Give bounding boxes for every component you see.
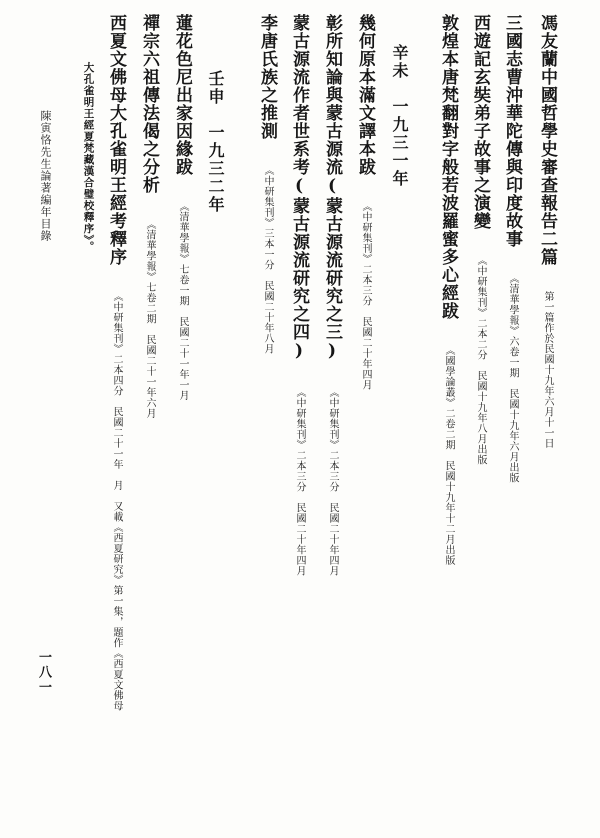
entry-note: 《清華學報》七卷二期 民國二十一年六月 [144, 219, 155, 419]
entry-note: 《清華學報》七卷一期 民國二十一年一月 [177, 201, 188, 401]
page-number: 一八一 [36, 650, 51, 695]
entry-1931-2 [323, 14, 340, 576]
entry-title: 蓮花色尼出家因緣跋 [172, 14, 192, 176]
entry-title: 李唐氏族之推測 [257, 14, 277, 140]
entry-1931-1 [356, 14, 373, 390]
entry-note: 《中研集刊》三本一分 民國二十年八月 [262, 165, 273, 354]
entry-title: 敦煌本唐梵翻對字般若波羅蜜多心經跋 [438, 14, 458, 320]
entry-note: 《中研集刊》二本三分 民國二十年四月 [360, 201, 371, 390]
entry-note: 《清華學報》六卷一期 民國十九年六月出版 [507, 273, 518, 483]
entry-title: 蒙古源流作者世系考(蒙古源流研究之四) [289, 14, 309, 362]
entry-title: 馮友蘭中國哲學史審查報告二篇 [537, 14, 557, 266]
entry-title: 彰所知論與蒙古源流(蒙古源流研究之三) [322, 14, 342, 362]
year-heading-1931: 辛未 一九三一年 [390, 44, 409, 188]
entry-note: 《中研集刊》二本三分 民國二十年四月 [327, 387, 338, 576]
entry-1931-3 [290, 14, 307, 576]
entry-1932-3 [107, 14, 124, 711]
entry-1932-2 [140, 14, 157, 419]
entry-title: 幾何原本滿文譯本跋 [355, 14, 375, 176]
entry-title: 西夏文佛母大孔雀明王經考釋序 [106, 14, 126, 266]
entry-1930-2 [503, 14, 520, 483]
entry-1932-1 [173, 14, 190, 401]
entry-title: 禪宗六祖傳法偈之分析 [139, 14, 159, 194]
entry-1930-3 [471, 14, 488, 465]
entry-note: 《中研集刊》二本二分 民國十九年八月出版 [475, 255, 486, 465]
entry-1930-4 [439, 14, 456, 566]
entry-note: 《中研集刊》二本四分 民國二十一年 月 又載《西夏研究》第一集，題作《西夏文佛母 [111, 291, 122, 711]
entry-note: 《中研集刊》二本三分 民國二十年四月 [294, 387, 305, 576]
entry-note: 《國學論叢》二卷二期 民國十九年十二月出版 [443, 345, 454, 566]
entry-title: 西遊記玄奘弟子故事之演變 [470, 14, 490, 230]
entry-note: 第一篇作於民國十九年六月十一日 [542, 291, 553, 449]
running-header: 陳寅恪先生論著編年目錄 [39, 110, 52, 242]
entry-continuation: 大孔雀明王經夏梵藏漢合璧校釋序》。 [82, 62, 95, 253]
entry-title: 三國志曹沖華陀傳與印度故事 [502, 14, 522, 248]
entry-1931-4 [258, 14, 275, 354]
year-heading-1932: 壬申 一九三二年 [206, 70, 225, 214]
entry-1930-1 [538, 14, 555, 449]
